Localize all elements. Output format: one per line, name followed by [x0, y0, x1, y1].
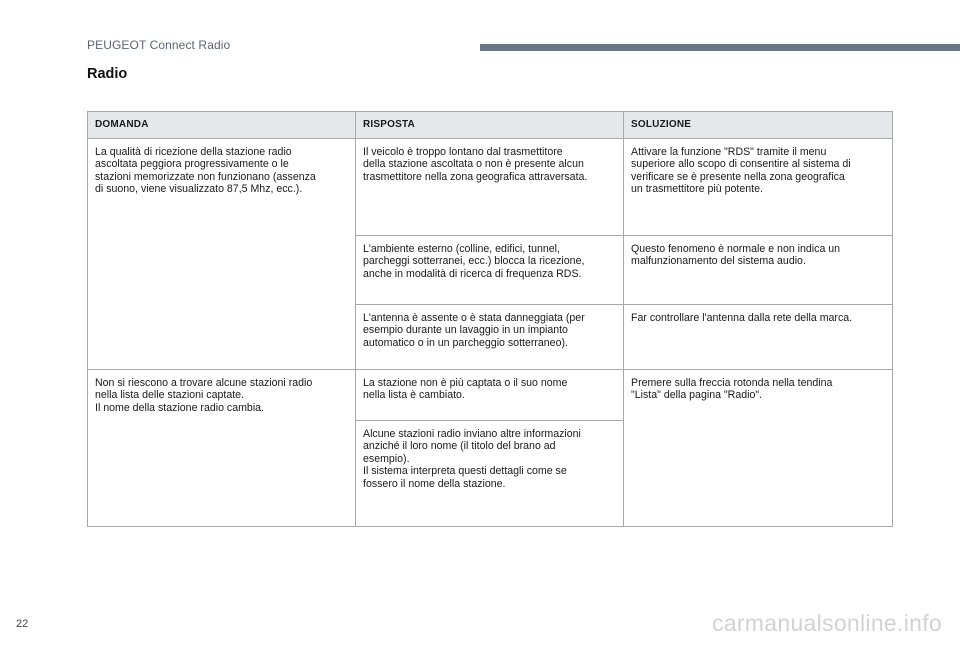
table-row — [88, 369, 893, 420]
answer-cell: L'antenna è assente o è stata danneggiata (per esempio durante un lavaggio in un impianto automatico o in un parcheggio sotterraneo). — [356, 304, 624, 369]
solution-cell: Attivare la funzione "RDS" tramite il menu superiore allo scopo di consentire al sistema di verificare se è presente nella zona geografica un trasmettitore più potente. — [624, 138, 893, 235]
section-title: Radio — [87, 66, 128, 82]
header-bar — [480, 44, 960, 51]
page-number: 22 — [16, 618, 29, 630]
question-cell: Non si riescono a trovare alcune stazioni radio nella lista delle stazioni captate. Il nome della stazione radio cambia. — [88, 369, 356, 526]
answer-cell: L'ambiente esterno (colline, edifici, tunnel, parcheggi sotterranei, ecc.) blocca la ricezione, anche in modalità di ricerca di frequenza RDS. — [356, 235, 624, 304]
solution-cell: Far controllare l'antenna dalla rete della marca. — [624, 304, 893, 369]
question-cell: La qualità di ricezione della stazione radio ascoltata peggiora progressivamente o le stazioni memorizzate non funzionano (assenza di suono, viene visualizzato 87,5 Mhz, ecc.). — [88, 138, 356, 369]
column-header-question: DOMANDA — [88, 112, 356, 139]
solution-cell: Questo fenomeno è normale e non indica un malfunzionamento del sistema audio. — [624, 235, 893, 304]
watermark: carmanualsonline.info — [711, 610, 942, 636]
table-header-row — [88, 112, 893, 139]
answer-cell: La stazione non è più captata o il suo nome nella lista è cambiato. — [356, 369, 624, 420]
column-header-solution: SOLUZIONE — [624, 112, 893, 139]
table-row — [88, 138, 893, 235]
troubleshooting-table — [87, 111, 893, 527]
running-header: PEUGEOT Connect Radio — [87, 38, 231, 52]
column-header-answer: RISPOSTA — [356, 112, 624, 139]
solution-cell: Premere sulla freccia rotonda nella tendina "Lista" della pagina "Radio". — [624, 369, 893, 526]
answer-cell: Il veicolo è troppo lontano dal trasmettitore della stazione ascoltata o non è presente alcun trasmettitore nella zona geografica attraversata. — [356, 138, 624, 235]
answer-cell: Alcune stazioni radio inviano altre informazioni anziché il loro nome (il titolo del brano ad esempio). Il sistema interpreta questi dettagli come se fossero il nome della stazione. — [356, 420, 624, 526]
